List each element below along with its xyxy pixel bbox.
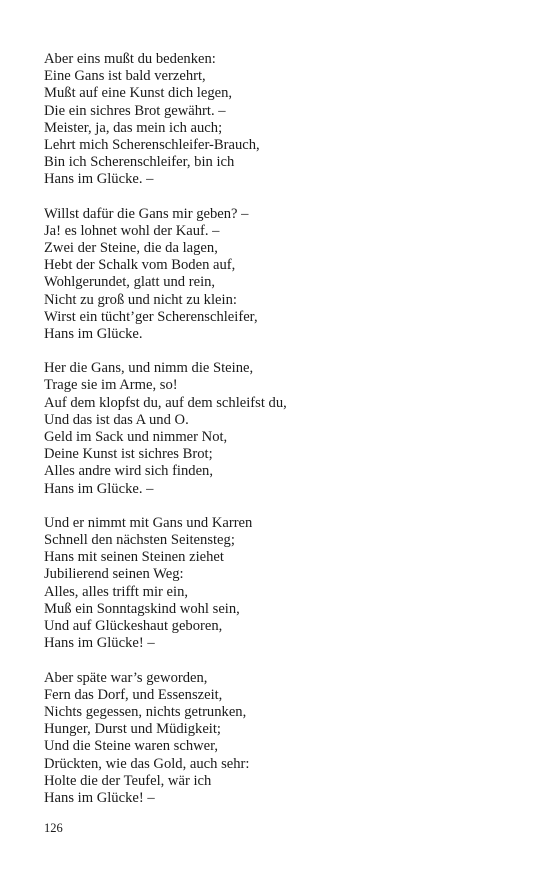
- poem-line: Hans mit seinen Steinen ziehet: [44, 549, 224, 566]
- poem-line: Hans im Glücke. –: [44, 171, 154, 188]
- stanza-1: [44, 51, 514, 189]
- poem-line: Willst dafür die Gans mir geben? –: [44, 205, 249, 222]
- poem-line: Und die Steine waren schwer,: [44, 738, 219, 755]
- poem-line: Nichts gegessen, nichts getrunken,: [44, 703, 247, 720]
- poem-line: Hunger, Durst und Müdigkeit;: [44, 721, 221, 738]
- poem-line: Auf dem klopfst du, auf dem schleifst du,: [44, 394, 287, 411]
- page-number: 126: [44, 821, 63, 835]
- poem-line: Drückten, wie das Gold, auch sehr:: [44, 755, 250, 772]
- poem-line: Nicht zu groß und nicht zu klein:: [44, 291, 237, 308]
- poem-line: Trage sie im Arme, so!: [44, 377, 178, 394]
- poem-line: Aber späte war’s geworden,: [44, 669, 208, 686]
- poem-line: Und das ist das A und O.: [44, 411, 189, 428]
- poem-line: Alles andre wird sich finden,: [44, 463, 213, 480]
- poem-line: Zwei der Steine, die da lagen,: [44, 240, 218, 257]
- poem-line: Hans im Glücke! –: [44, 789, 155, 806]
- poem-line: Her die Gans, und nimm die Steine,: [44, 360, 254, 377]
- stanza-3: [44, 360, 514, 498]
- poem-line: Die ein sichres Brot gewährt. –: [44, 102, 226, 119]
- poem-line: Schnell den nächsten Seitensteg;: [44, 532, 235, 549]
- poem-line: Muß ein Sonntagskind wohl sein,: [44, 600, 240, 617]
- poem-line: Meister, ja, das mein ich auch;: [44, 119, 223, 136]
- poem-line: Jubilierend seinen Weg:: [44, 566, 184, 583]
- poem-line: Mußt auf eine Kunst dich legen,: [44, 85, 233, 102]
- poem-line: Lehrt mich Scherenschleifer-Brauch,: [44, 137, 260, 154]
- poem-line: Hans im Glücke.: [44, 326, 143, 343]
- poem-line: Ja! es lohnet wohl der Kauf. –: [44, 222, 220, 239]
- stanza-4: [44, 515, 514, 653]
- poem-line: Holte die der Teufel, wär ich: [44, 772, 212, 789]
- poem-line: Bin ich Scherenschleifer, bin ich: [44, 154, 235, 171]
- poem-line: Alles, alles trifft mir ein,: [44, 583, 189, 600]
- poem-line: Aber eins mußt du bedenken:: [44, 51, 216, 67]
- poem-line: Geld im Sack und nimmer Not,: [44, 429, 228, 446]
- poem-line: Deine Kunst ist sichres Brot;: [44, 446, 213, 463]
- poem-line: Und er nimmt mit Gans und Karren: [44, 514, 253, 531]
- poem-line: Und auf Glückeshaut geboren,: [44, 618, 223, 635]
- stanza-5: [44, 670, 514, 808]
- poem-line: Hebt der Schalk vom Boden auf,: [44, 257, 236, 274]
- poem-line: Fern das Dorf, und Essenszeit,: [44, 686, 223, 703]
- poem-line: Hans im Glücke. –: [44, 480, 154, 497]
- poem-line: Wohlgerundet, glatt und rein,: [44, 274, 216, 291]
- poem-page: [44, 51, 514, 824]
- poem-line: Eine Gans ist bald verzehrt,: [44, 68, 206, 85]
- stanza-2: [44, 206, 514, 344]
- poem-line: Hans im Glücke! –: [44, 635, 155, 652]
- poem-line: Wirst ein tücht’ger Scherenschleifer,: [44, 308, 258, 325]
